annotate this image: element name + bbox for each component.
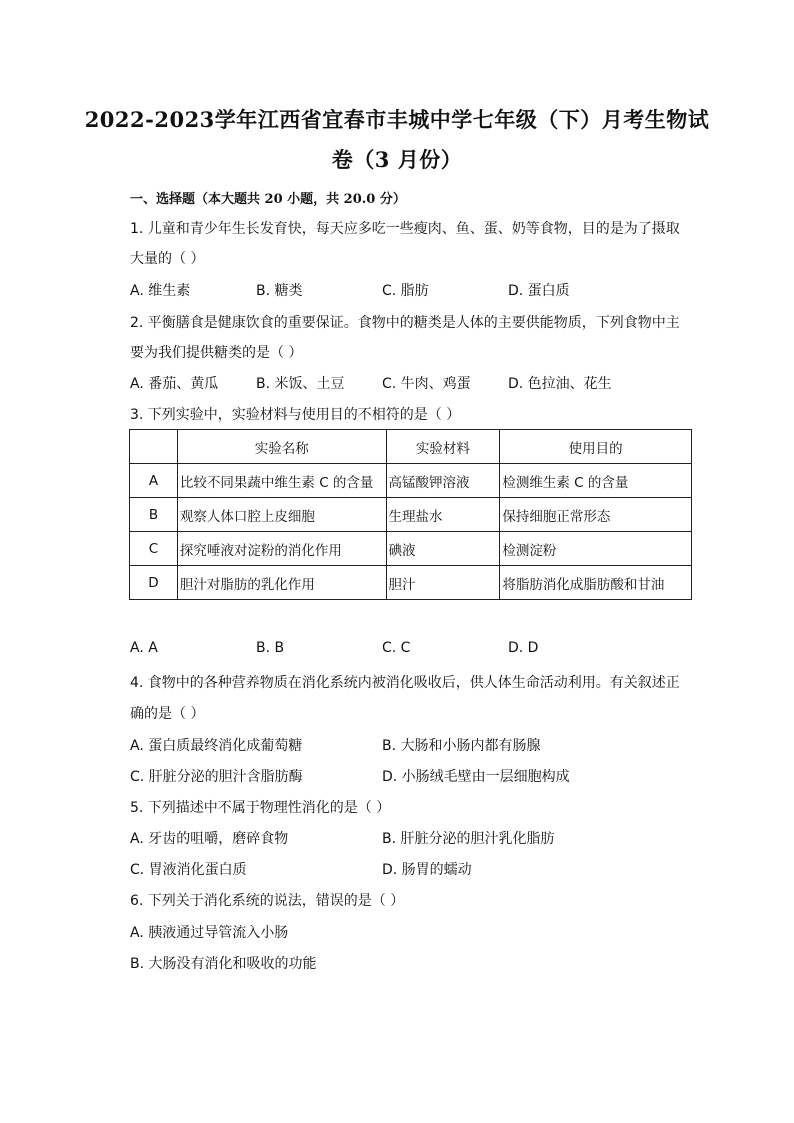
question-2-option-d: D. 色拉油、花生	[508, 376, 612, 392]
exam-title-line2: 卷（3 月份）	[331, 147, 463, 172]
table-cell: 观察人体口腔上皮细胞	[177, 498, 386, 532]
question-6-option-a: A. 胰液通过导管流入小肠	[130, 925, 289, 941]
table-cell: 探究唾液对淀粉的消化作用	[177, 532, 386, 566]
question-5-option-c: C. 胃液消化蛋白质	[130, 862, 247, 878]
question-3-option-d: D. D	[508, 640, 539, 656]
question-5-stem: 5. 下列描述中不属于物理性消化的是（ ）	[130, 800, 391, 816]
question-4-stem: 4. 食物中的各种营养物质在消化系统内被消化吸收后，供人体生命活动利用。有关叙述正	[130, 675, 680, 691]
question-2-option-c: C. 牛肉、鸡蛋	[382, 376, 471, 392]
table-cell: B	[130, 498, 178, 532]
table-cell: C	[130, 532, 178, 566]
table-row	[130, 464, 692, 498]
question-4-option-a: A. 蛋白质最终消化成葡萄糖	[130, 738, 303, 754]
question-5-option-b: B. 肝脏分泌的胆汁乳化脂肪	[382, 831, 555, 847]
question-3-stem: 3. 下列实验中，实验材料与使用目的不相符的是（ ）	[130, 407, 461, 423]
question-2-option-a: A. 番茄、黄瓜	[130, 376, 219, 392]
question-3-option-a: A. A	[130, 640, 158, 656]
question-3-option-b: B. B	[256, 640, 285, 656]
question-6-stem: 6. 下列关于消化系统的说法，错误的是（ ）	[130, 893, 405, 909]
question-4-option-b: B. 大肠和小肠内都有肠腺	[382, 738, 541, 754]
question-1-option-a: A. 维生素	[130, 283, 191, 299]
question-4-option-d: D. 小肠绒毛壁由一层细胞构成	[382, 769, 570, 785]
question-5-option-d: D. 肠胃的蠕动	[382, 862, 472, 878]
table-header-row	[130, 430, 692, 464]
table-cell: 生理盐水	[386, 498, 500, 532]
table-cell: 高锰酸钾溶液	[386, 464, 500, 498]
table-header-cell	[130, 430, 178, 464]
table-cell: 胆汁	[386, 566, 500, 600]
question-5-option-a: A. 牙齿的咀嚼，磨碎食物	[130, 831, 289, 847]
table-cell: 比较不同果蔬中维生素 C 的含量	[177, 464, 386, 498]
question-1-stem-cont: 大量的（ ）	[130, 251, 205, 267]
table-header-cell: 实验材料	[386, 430, 500, 464]
question-4-stem-cont: 确的是（ ）	[130, 706, 205, 722]
table-row	[130, 498, 692, 532]
question-2-stem: 2. 平衡膳食是健康饮食的重要保证。食物中的糖类是人体的主要供能物质，下列食物中主	[130, 315, 680, 331]
table-cell: 检测维生素 C 的含量	[500, 464, 692, 498]
question-1-option-c: C. 脂肪	[382, 283, 429, 299]
question-1-stem: 1. 儿童和青少年生长发育快，每天应多吃一些瘦肉、鱼、蛋、奶等食物，目的是为了摄取	[130, 221, 680, 237]
question-2-option-b: B. 米饭、土豆	[256, 376, 345, 392]
question-1-option-d: D. 蛋白质	[508, 283, 570, 299]
experiment-table	[129, 429, 692, 600]
table-cell: 胆汁对脂肪的乳化作用	[177, 566, 386, 600]
exam-title-line1: 2022-2023学年江西省宜春市丰城中学七年级（下）月考生物试	[84, 107, 710, 132]
section-heading: 一、选择题（本大题共 20 小题，共 20.0 分）	[130, 192, 406, 207]
table-cell: 保持细胞正常形态	[500, 498, 692, 532]
question-4-option-c: C. 肝脏分泌的胆汁含脂肪酶	[130, 769, 303, 785]
table-cell: A	[130, 464, 178, 498]
question-2-stem-cont: 要为我们提供糖类的是（ ）	[130, 345, 303, 361]
table-header-cell: 使用目的	[500, 430, 692, 464]
table-cell: 检测淀粉	[500, 532, 692, 566]
question-6-option-b: B. 大肠没有消化和吸收的功能	[130, 956, 317, 972]
table-row	[130, 532, 692, 566]
table-cell: 将脂肪消化成脂肪酸和甘油	[500, 566, 692, 600]
question-1-option-b: B. 糖类	[256, 283, 303, 299]
table-cell: 碘液	[386, 532, 500, 566]
table-cell: D	[130, 566, 178, 600]
table-header-cell: 实验名称	[177, 430, 386, 464]
question-3-option-c: C. C	[382, 640, 411, 656]
table-row	[130, 566, 692, 600]
